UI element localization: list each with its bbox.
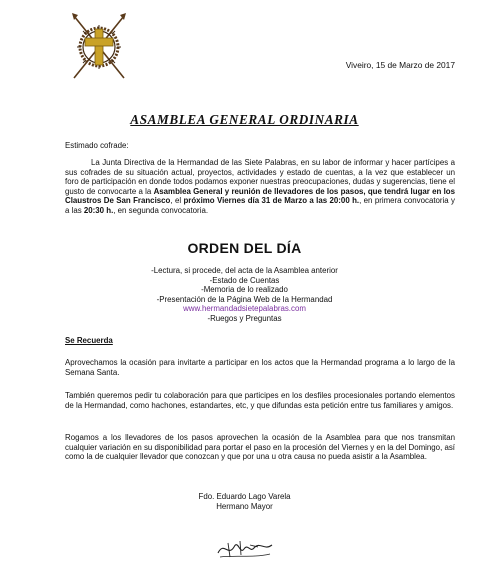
signature-block xyxy=(0,492,489,511)
reminder-paragraph: Rogamos a los llevadores de los pasos aprovechen la ocasión de la Asamblea para que nos transmitan cualquier variación en su disponibilidad para portar el paso en la procesión del Viernes y en la del Domingo, así como la de cualquier llevador que conozcan y que por una u otra causa no pueda asistir a la Asamblea. xyxy=(65,433,455,462)
greeting: Estimado cofrade: xyxy=(65,141,129,150)
handwritten-signature-icon xyxy=(214,533,276,561)
signatory-role: Hermano Mayor xyxy=(216,501,273,511)
reminder-paragraph: También queremos pedir tu colaboración para que participes en los desfiles procesionales portando elementos de la Hermandad, como hachones, estandartes, etc, y que difundas esta petición entre tus familiares y amigos. xyxy=(65,391,455,410)
intro-text-3: , en primera convocatoria y a las xyxy=(65,196,456,215)
website-link[interactable]: www.hermandadsietepalabras.com xyxy=(183,304,306,314)
intro-bold-time: 20:30 h. xyxy=(83,205,114,215)
intro-text-1: La Junta Directiva de la Hermandad de las Siete Palabras, en su labor de informar y hacer partícipes a sus cofrades de su situación actual, proyectos, actividades y estado de cuentas, a la vez que establecer un foro de participación en donde todos podamos exponer nuestras preocupaciones, dudas y sugerencias, tiene el gusto de convocarte a la xyxy=(65,158,455,196)
agenda-item: -Memoria de lo realizado xyxy=(201,285,288,295)
document-date: Viveiro, 15 de Marzo de 2017 xyxy=(345,60,455,70)
intro-text-2: , el xyxy=(170,196,184,206)
intro-bold-meeting: Asamblea General y reunión de llevadores de los pasos, que tendrá lugar en los Claustros De San Francisco xyxy=(65,186,455,206)
reminder-paragraph: Aprovechamos la ocasión para invitarte a participar en los actos que la Hermandad programa a lo largo de la Semana Santa. xyxy=(65,358,455,377)
signatory-name: Fdo. Eduardo Lago Varela xyxy=(198,492,291,501)
reminder-heading: Se Recuerda xyxy=(65,336,113,345)
agenda-item: -Lectura, si procede, del acta de la Asamblea anterior xyxy=(151,266,338,275)
intro-bold-date: próximo Viernes día 31 de Marzo a las 20:00 h. xyxy=(183,196,360,206)
intro-paragraph xyxy=(65,158,455,216)
document-title: ASAMBLEA GENERAL ORDINARIA xyxy=(130,112,359,127)
agenda-title: ORDEN DEL DÍA xyxy=(187,240,302,256)
agenda-item: -Presentación de la Página Web de la Hermandad xyxy=(156,294,333,304)
agenda-item: -Estado de Cuentas xyxy=(209,275,280,285)
cross-crown-of-thorns-emblem-icon xyxy=(68,12,130,82)
intro-text-4: , en segunda convocatoria. xyxy=(113,205,209,215)
agenda-item: -Ruegos y Preguntas xyxy=(207,313,282,323)
agenda-list xyxy=(0,266,489,324)
